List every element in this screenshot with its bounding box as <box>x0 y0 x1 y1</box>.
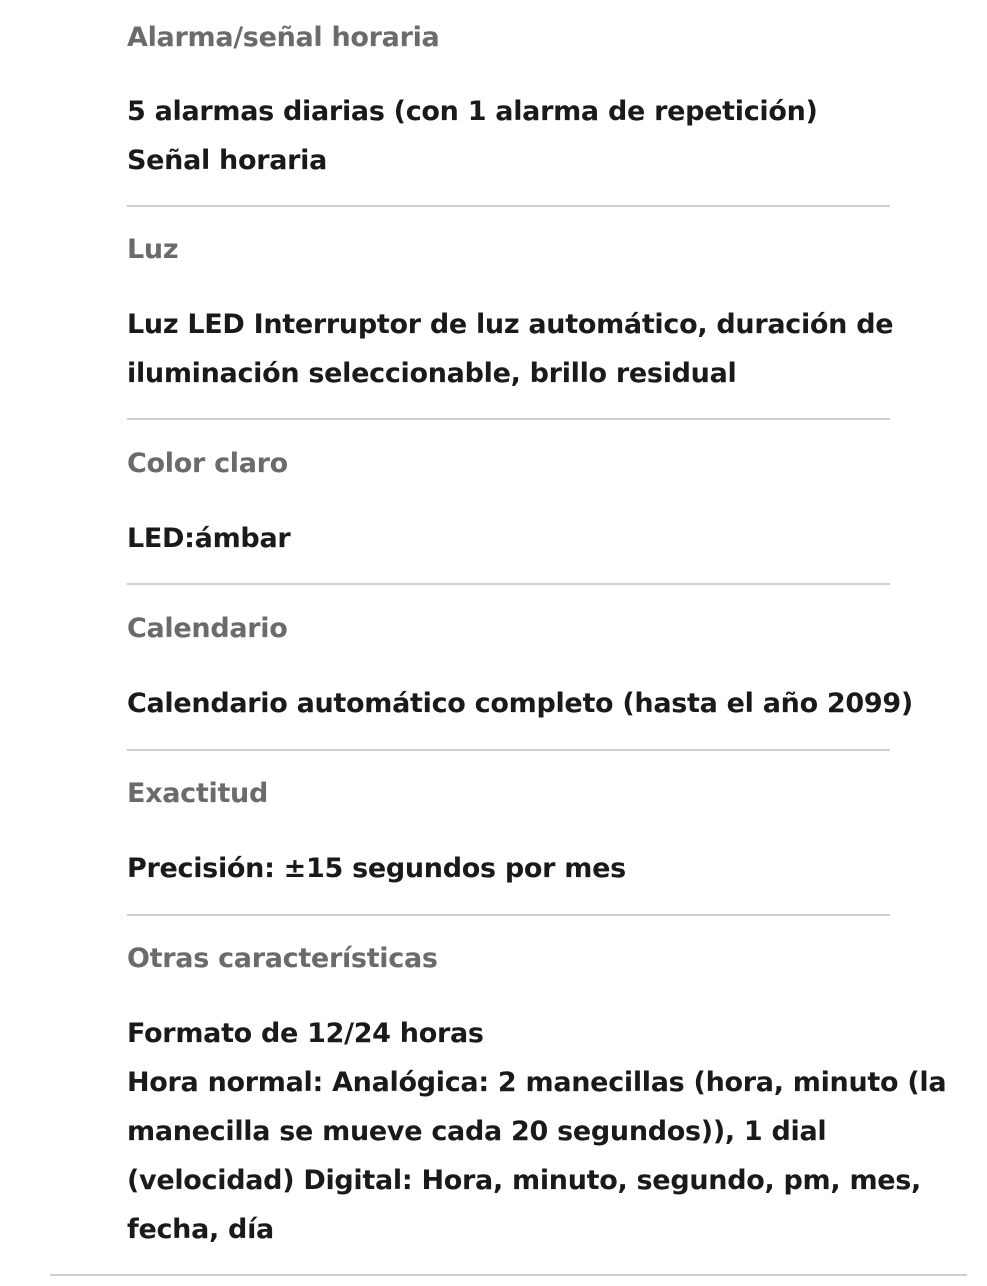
spec-label: Alarma/señal horaria <box>127 22 440 53</box>
spec-value <box>127 844 890 893</box>
spec-value-line: Hora normal: Analógica: 2 manecillas (hora, minuto (la <box>127 1067 947 1098</box>
spec-section-accuracy <box>127 751 890 916</box>
spec-value-line: Calendario automático completo (hasta el año 2099) <box>127 688 913 719</box>
spec-label: Exactitud <box>127 778 269 809</box>
spec-value-line: Luz LED Interruptor de luz automático, duración de <box>127 309 894 340</box>
spec-value-line: Precisión: ±15 segundos por mes <box>127 853 626 884</box>
spec-label: Color claro <box>127 448 288 479</box>
spec-section-light-color <box>127 420 890 585</box>
spec-value <box>127 300 894 398</box>
spec-section-other-features <box>127 916 947 1286</box>
spec-value-line: LED:ámbar <box>127 523 291 554</box>
spec-value-line: fecha, día <box>127 1214 274 1245</box>
spec-value-line: (velocidad) Digital: Hora, minuto, segundo, pm, mes, <box>127 1165 922 1196</box>
spec-label: Luz <box>127 234 179 265</box>
spec-section-alarm <box>127 0 890 207</box>
spec-value <box>127 87 890 185</box>
spec-label: Otras características <box>127 943 438 974</box>
spec-section-calendar <box>127 585 913 751</box>
spec-value-line: Formato de 12/24 horas <box>127 1018 484 1049</box>
spec-value-line: manecilla se mueve cada 20 segundos)), 1 dial <box>127 1116 827 1147</box>
spec-value <box>127 514 890 563</box>
spec-list <box>127 0 947 1286</box>
spec-label: Calendario <box>127 613 288 644</box>
spec-section-light <box>127 207 894 420</box>
spec-value-line: 5 alarmas diarias (con 1 alarma de repetición) <box>127 96 818 127</box>
spec-value-line: iluminación seleccionable, brillo residual <box>127 358 737 389</box>
spec-value <box>127 1009 947 1254</box>
spec-value-line: Señal horaria <box>127 145 328 176</box>
bottom-divider <box>50 1274 967 1276</box>
spec-value <box>127 679 913 728</box>
